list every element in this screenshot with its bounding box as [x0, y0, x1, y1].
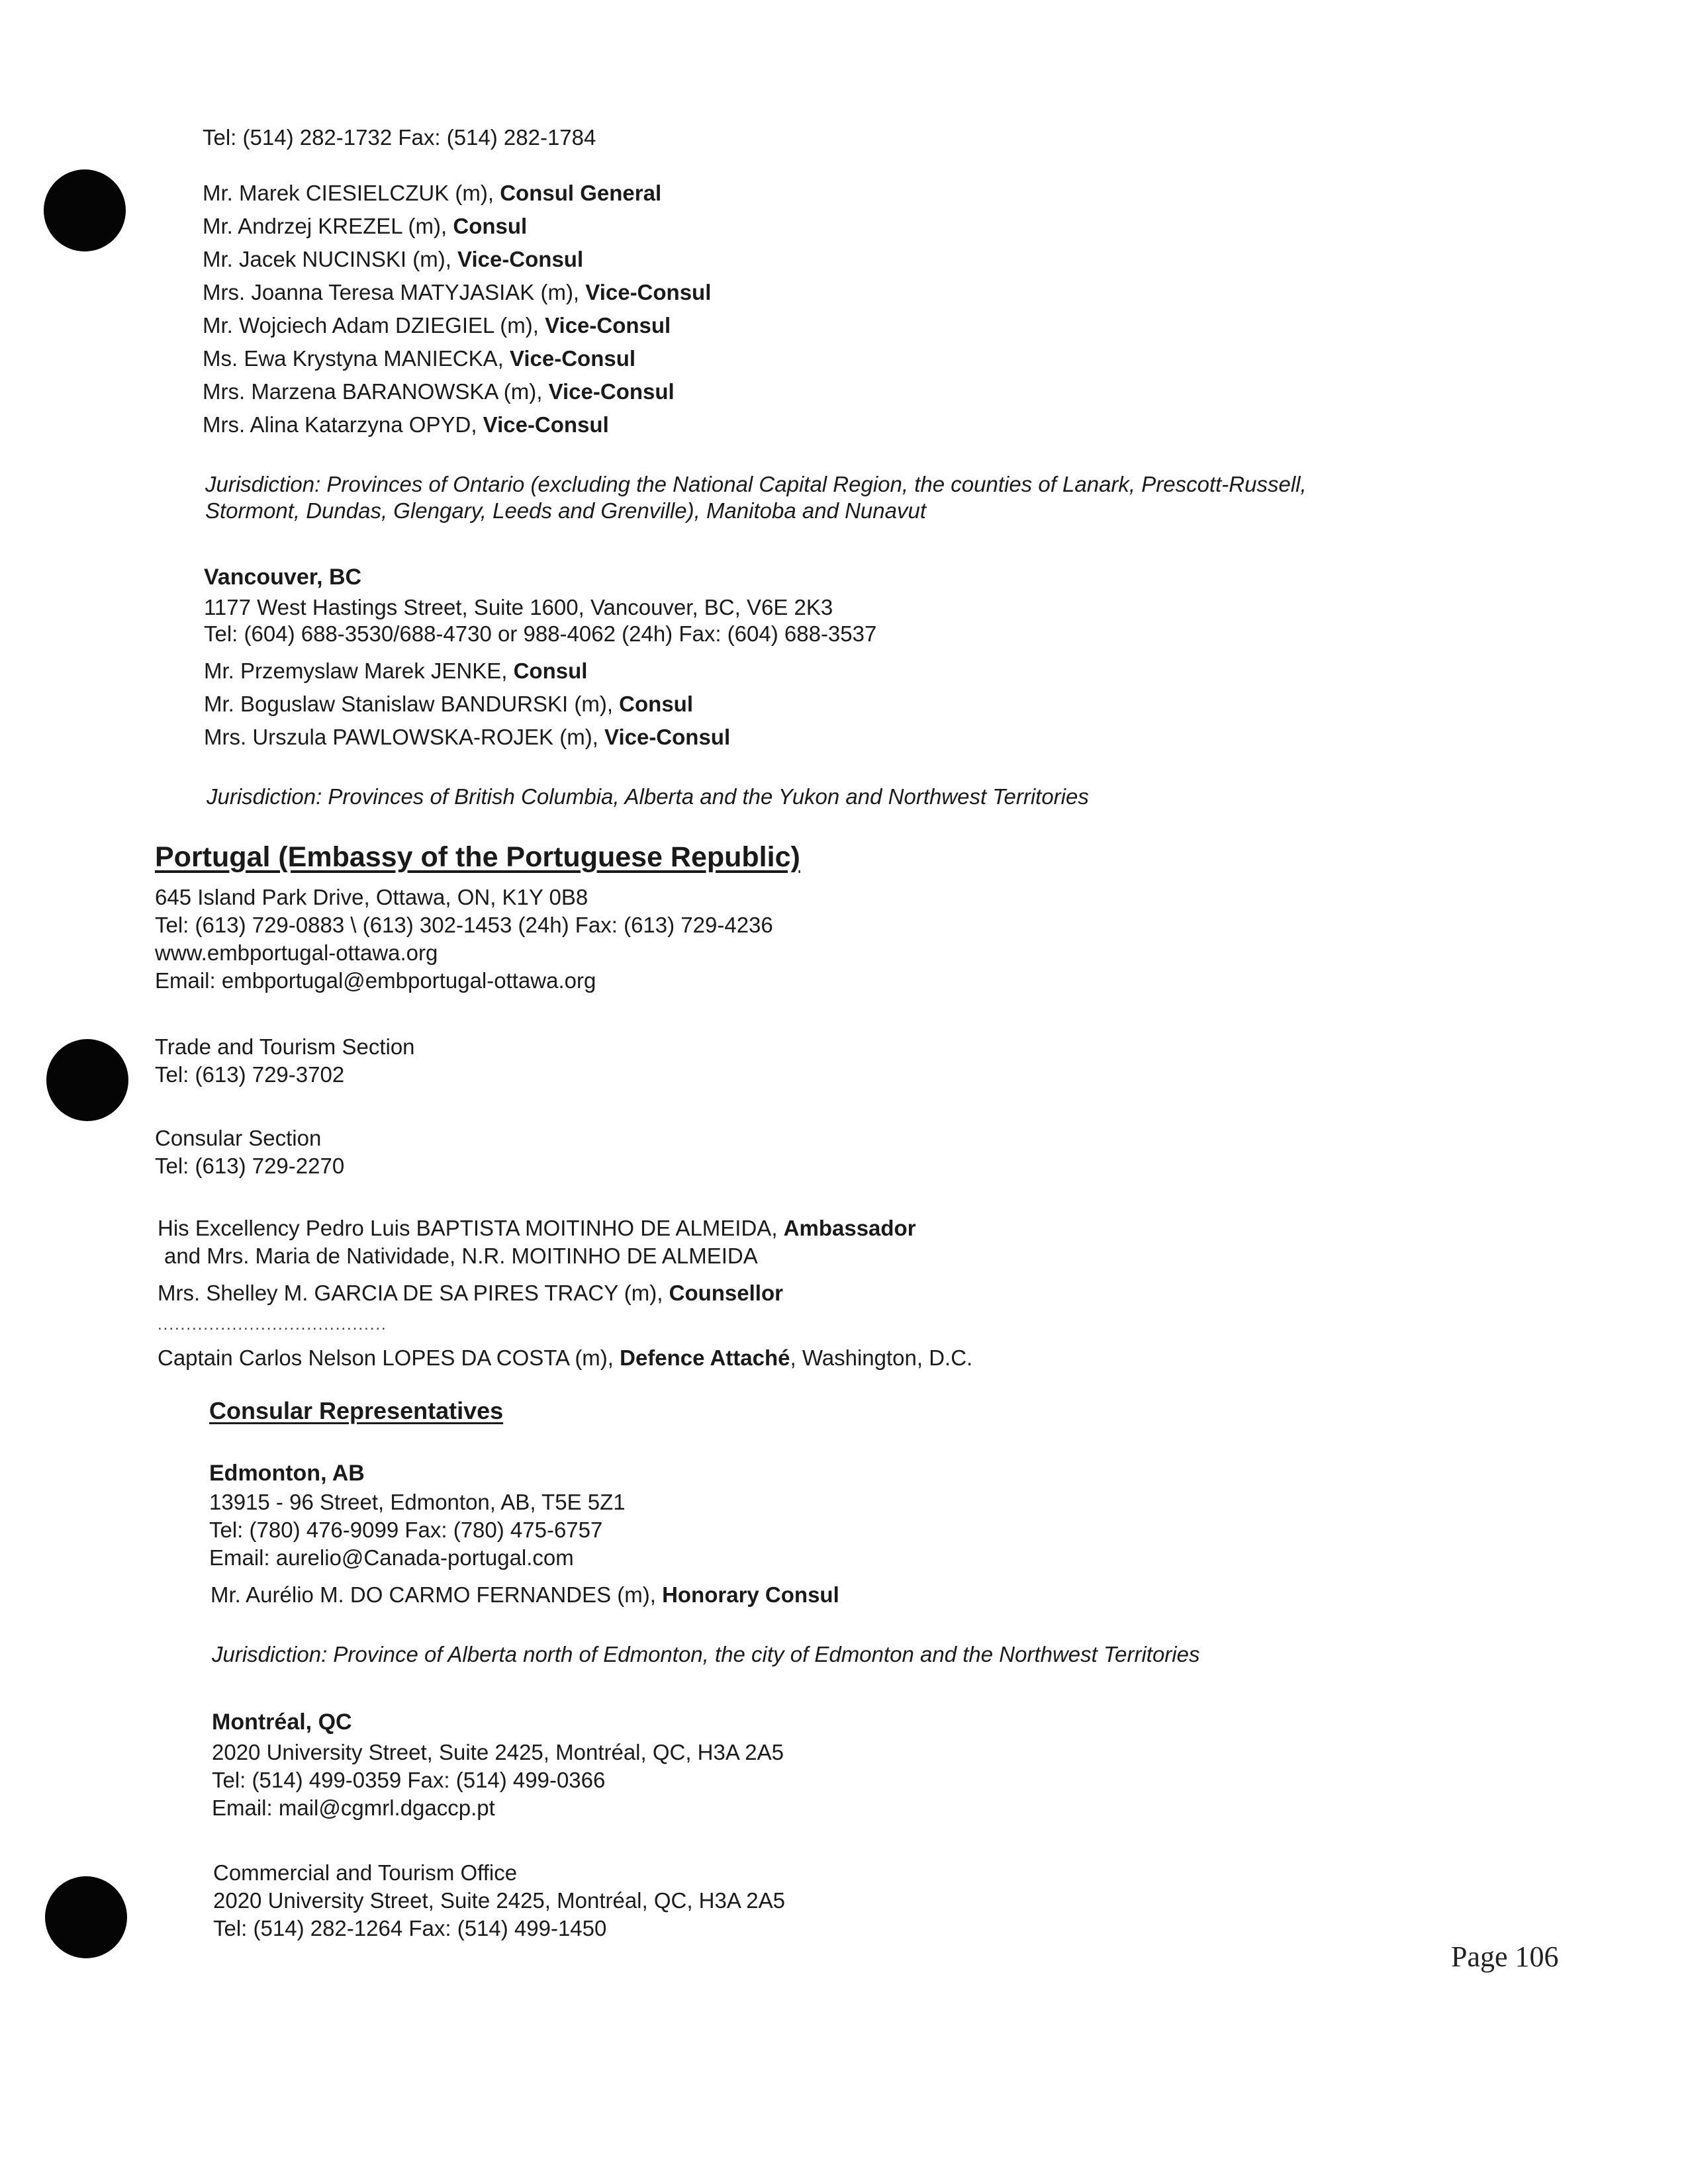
- city-heading: Vancouver, BC: [204, 565, 362, 590]
- section-name: Consular Section: [155, 1126, 322, 1150]
- jurisdiction-text: Jurisdiction: Province of Alberta north of Edmonton, the city of Edmonton and the Northwest Territories: [212, 1642, 1200, 1666]
- address: 645 Island Park Drive, Ottawa, ON, K1Y 0B8: [155, 885, 588, 909]
- tel-fax: Tel: (604) 688-3530/688-4730 or 988-4062 (24h) Fax: (604) 688-3537: [204, 621, 877, 646]
- website: www.embportugal-ottawa.org: [155, 940, 438, 965]
- section-heading: Consular Representatives: [209, 1397, 504, 1424]
- jurisdiction-text: Stormont, Dundas, Glengary, Leeds and Grenville), Manitoba and Nunavut: [205, 498, 926, 523]
- jurisdiction-text: Jurisdiction: Provinces of Ontario (excluding the National Capital Region, the counties of Lanark, Prescott-Russell,: [205, 472, 1307, 496]
- staff-line: Ms. Ewa Krystyna MANIECKA, Vice-Consul: [203, 346, 636, 371]
- staff-line: Mrs. Shelley M. GARCIA DE SA PIRES TRACY (m), Counsellor: [158, 1281, 783, 1305]
- punch-hole: [46, 1039, 128, 1121]
- spouse-line: and Mrs. Maria de Natividade, N.R. MOITINHO DE ALMEIDA: [164, 1244, 758, 1268]
- tel-fax: Tel: (514) 499-0359 Fax: (514) 499-0366: [212, 1768, 606, 1792]
- email: Email: mail@cgmrl.dgaccp.pt: [212, 1796, 495, 1820]
- staff-line: Captain Carlos Nelson LOPES DA COSTA (m), Defence Attaché, Washington, D.C.: [158, 1345, 973, 1370]
- tel: Tel: (613) 729-3702: [155, 1062, 345, 1087]
- email: Email: embportugal@embportugal-ottawa.org: [155, 968, 596, 993]
- staff-line: Mrs. Marzena BARANOWSKA (m), Vice-Consul: [203, 379, 675, 404]
- city-heading: Edmonton, AB: [209, 1461, 365, 1486]
- address: 2020 University Street, Suite 2425, Montréal, QC, H3A 2A5: [213, 1888, 785, 1913]
- dotted-separator: ........................................: [158, 1316, 387, 1334]
- page-number: Page 106: [1451, 1940, 1559, 1973]
- staff-line: Mr. Marek CIESIELCZUK (m), Consul General: [203, 181, 662, 205]
- staff-line: Mr. Jacek NUCINSKI (m), Vice-Consul: [203, 247, 584, 271]
- city-heading: Montréal, QC: [212, 1709, 352, 1735]
- section-name: Commercial and Tourism Office: [213, 1860, 518, 1885]
- address: 13915 - 96 Street, Edmonton, AB, T5E 5Z1: [209, 1490, 626, 1514]
- section-name: Trade and Tourism Section: [155, 1034, 415, 1059]
- montreal-tel: Tel: (514) 282-1732 Fax: (514) 282-1784: [203, 125, 596, 150]
- staff-line: Mrs. Urszula PAWLOWSKA-ROJEK (m), Vice-Consul: [204, 725, 731, 749]
- staff-line: Mr. Andrzej KREZEL (m), Consul: [203, 214, 528, 238]
- email: Email: aurelio@Canada-portugal.com: [209, 1545, 574, 1570]
- staff-line: Mr. Boguslaw Stanislaw BANDURSKI (m), Consul: [204, 692, 693, 716]
- tel-fax: Tel: (613) 729-0883 \ (613) 302-1453 (24h) Fax: (613) 729-4236: [155, 913, 773, 937]
- address: 2020 University Street, Suite 2425, Montréal, QC, H3A 2A5: [212, 1740, 784, 1764]
- tel-fax: Tel: (514) 282-1264 Fax: (514) 499-1450: [213, 1916, 607, 1940]
- staff-line: Mrs. Joanna Teresa MATYJASIAK (m), Vice-Consul: [203, 280, 712, 304]
- punch-hole: [44, 169, 126, 251]
- staff-line: Mr. Aurélio M. DO CARMO FERNANDES (m), Honorary Consul: [211, 1582, 839, 1607]
- address: 1177 West Hastings Street, Suite 1600, Vancouver, BC, V6E 2K3: [204, 595, 833, 619]
- staff-line: Mr. Przemyslaw Marek JENKE, Consul: [204, 659, 588, 683]
- staff-line: Mrs. Alina Katarzyna OPYD, Vice-Consul: [203, 412, 609, 437]
- tel: Tel: (613) 729-2270: [155, 1154, 345, 1178]
- staff-line: His Excellency Pedro Luis BAPTISTA MOITINHO DE ALMEIDA, Ambassador: [158, 1216, 916, 1240]
- punch-hole: [45, 1876, 127, 1958]
- country-heading: Portugal (Embassy of the Portuguese Republic): [155, 841, 800, 873]
- tel-fax: Tel: (780) 476-9099 Fax: (780) 475-6757: [209, 1518, 603, 1542]
- staff-line: Mr. Wojciech Adam DZIEGIEL (m), Vice-Consul: [203, 313, 671, 338]
- jurisdiction-text: Jurisdiction: Provinces of British Columbia, Alberta and the Yukon and Northwest Territories: [207, 784, 1089, 809]
